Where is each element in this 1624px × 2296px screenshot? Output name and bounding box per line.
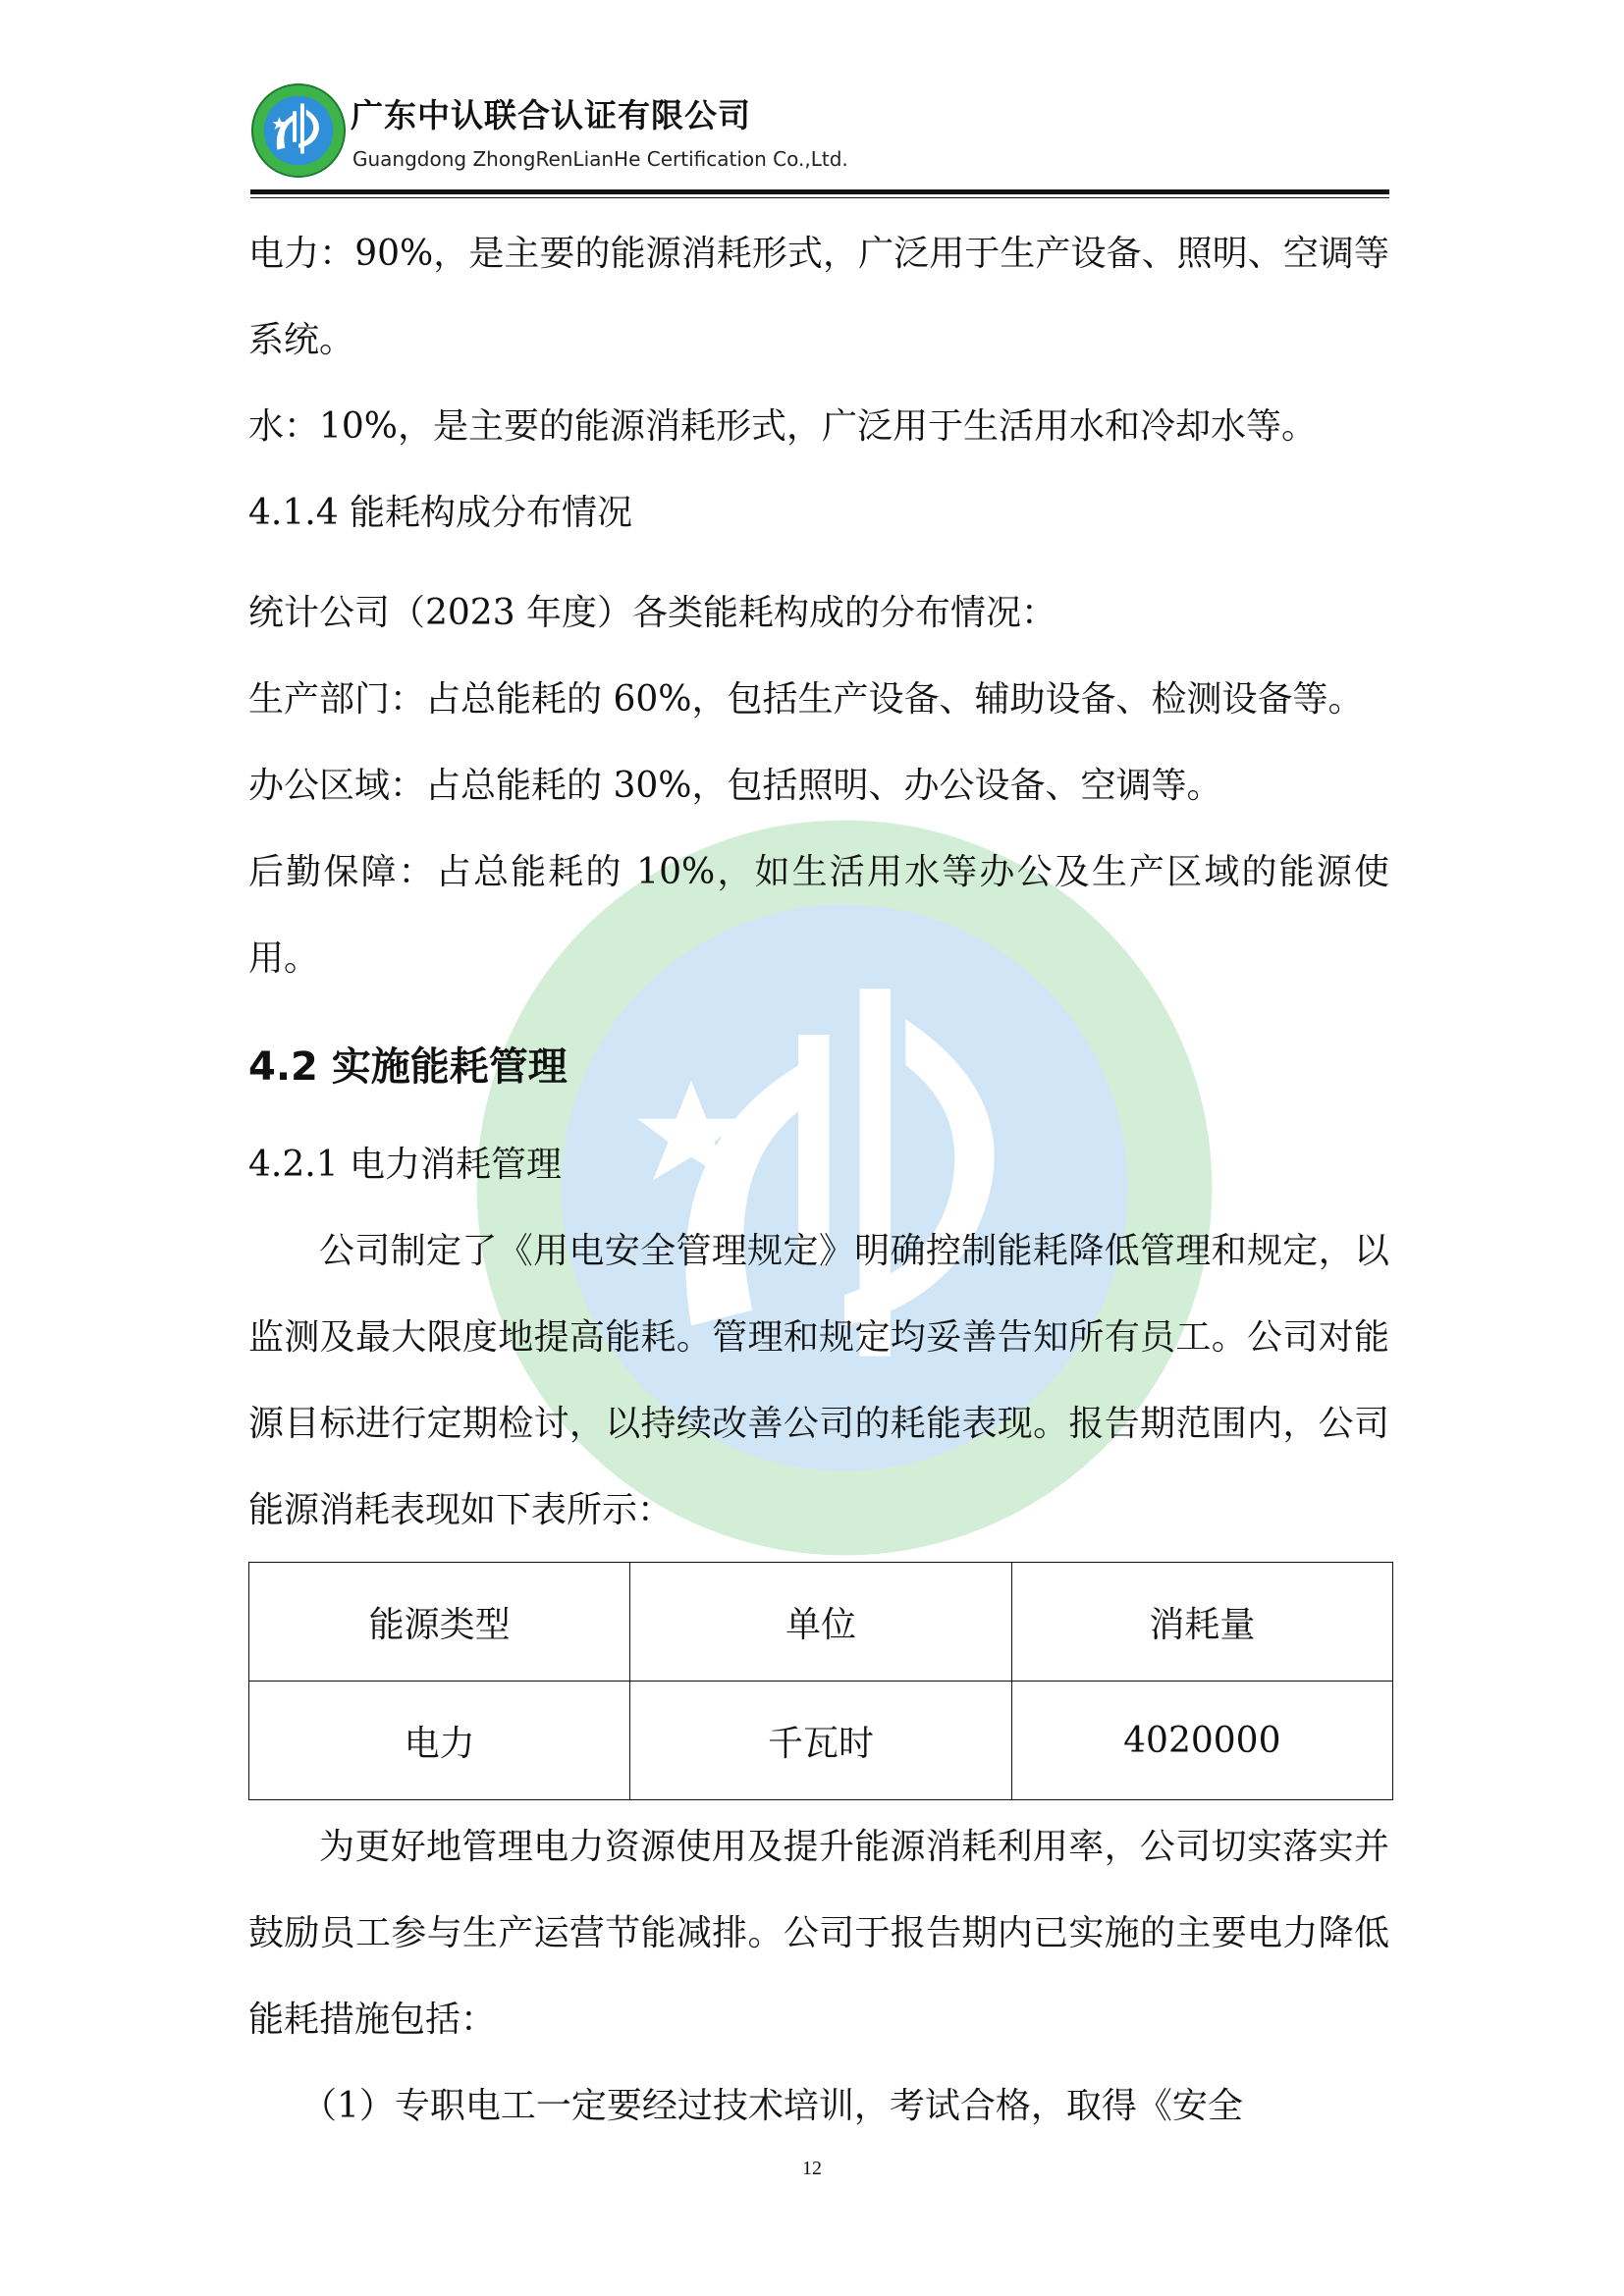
energy-consumption-table bbox=[248, 1562, 1393, 1800]
paragraph-measure-item-1: （1）专职电工一定要经过技术培训，考试合格，取得《安全 bbox=[301, 2086, 1243, 2126]
company-logo bbox=[250, 82, 347, 179]
page-header bbox=[250, 82, 1389, 196]
header-divider-thin bbox=[250, 197, 1389, 198]
paragraph-power-policy: 公司制定了《用电安全管理规定》明确控制能耗降低管理和规定，以监测及最大限度地提高能耗。管理和规定均妥善告知所有员工。公司对能源目标进行定期检讨，以持续改善公司的耗能表现。报告期范围内，公司能源消耗表现如下表所示： bbox=[248, 1231, 1389, 1530]
paragraph-power-measures: 为更好地管理电力资源使用及提升能源消耗利用率，公司切实落实并鼓励员工参与生产运营节能减排。公司于报告期内已实施的主要电力降低能耗措施包括： bbox=[248, 1827, 1389, 2040]
table-header-row bbox=[249, 1563, 1393, 1682]
header-divider-thick bbox=[250, 189, 1389, 194]
section-heading-4-1-4: 4.1.4 能耗构成分布情况 bbox=[248, 493, 633, 533]
company-name-en: Guangdong ZhongRenLianHe Certification Co.,Ltd. bbox=[352, 147, 848, 171]
page-content bbox=[248, 211, 1389, 2150]
section-heading-4-2-1: 4.2.1 电力消耗管理 bbox=[248, 1145, 563, 1185]
table-header-cell: 能源类型 bbox=[249, 1563, 630, 1682]
table-cell: 电力 bbox=[249, 1682, 630, 1800]
table-header-cell: 消耗量 bbox=[1011, 1563, 1392, 1682]
company-name-cn: 广东中认联合认证有限公司 bbox=[351, 96, 751, 134]
section-heading-4-2: 4.2 实施能耗管理 bbox=[248, 1044, 568, 1090]
table-header-cell: 单位 bbox=[630, 1563, 1011, 1682]
table-cell: 4020000 bbox=[1011, 1682, 1392, 1800]
paragraph-electricity-share: 电力：90%，是主要的能源消耗形式，广泛用于生产设备、照明、空调等系统。 bbox=[248, 234, 1389, 360]
paragraph-production-dept: 生产部门：占总能耗的 60%，包括生产设备、辅助设备、检测设备等。 bbox=[248, 679, 1364, 720]
table-cell: 千瓦时 bbox=[630, 1682, 1011, 1800]
paragraph-water-share: 水：10%，是主要的能源消耗形式，广泛用于生活用水和冷却水等。 bbox=[248, 406, 1318, 447]
paragraph-stats-intro: 统计公司（2023 年度）各类能耗构成的分布情况： bbox=[248, 593, 1057, 633]
page-number: 12 bbox=[802, 2158, 822, 2179]
paragraph-office-area: 办公区域：占总能耗的 30%，包括照明、办公设备、空调等。 bbox=[248, 766, 1222, 806]
paragraph-logistics: 后勤保障：占总能耗的 10%，如生活用水等办公及生产区域的能源使用。 bbox=[248, 852, 1389, 979]
table-row bbox=[249, 1682, 1393, 1800]
